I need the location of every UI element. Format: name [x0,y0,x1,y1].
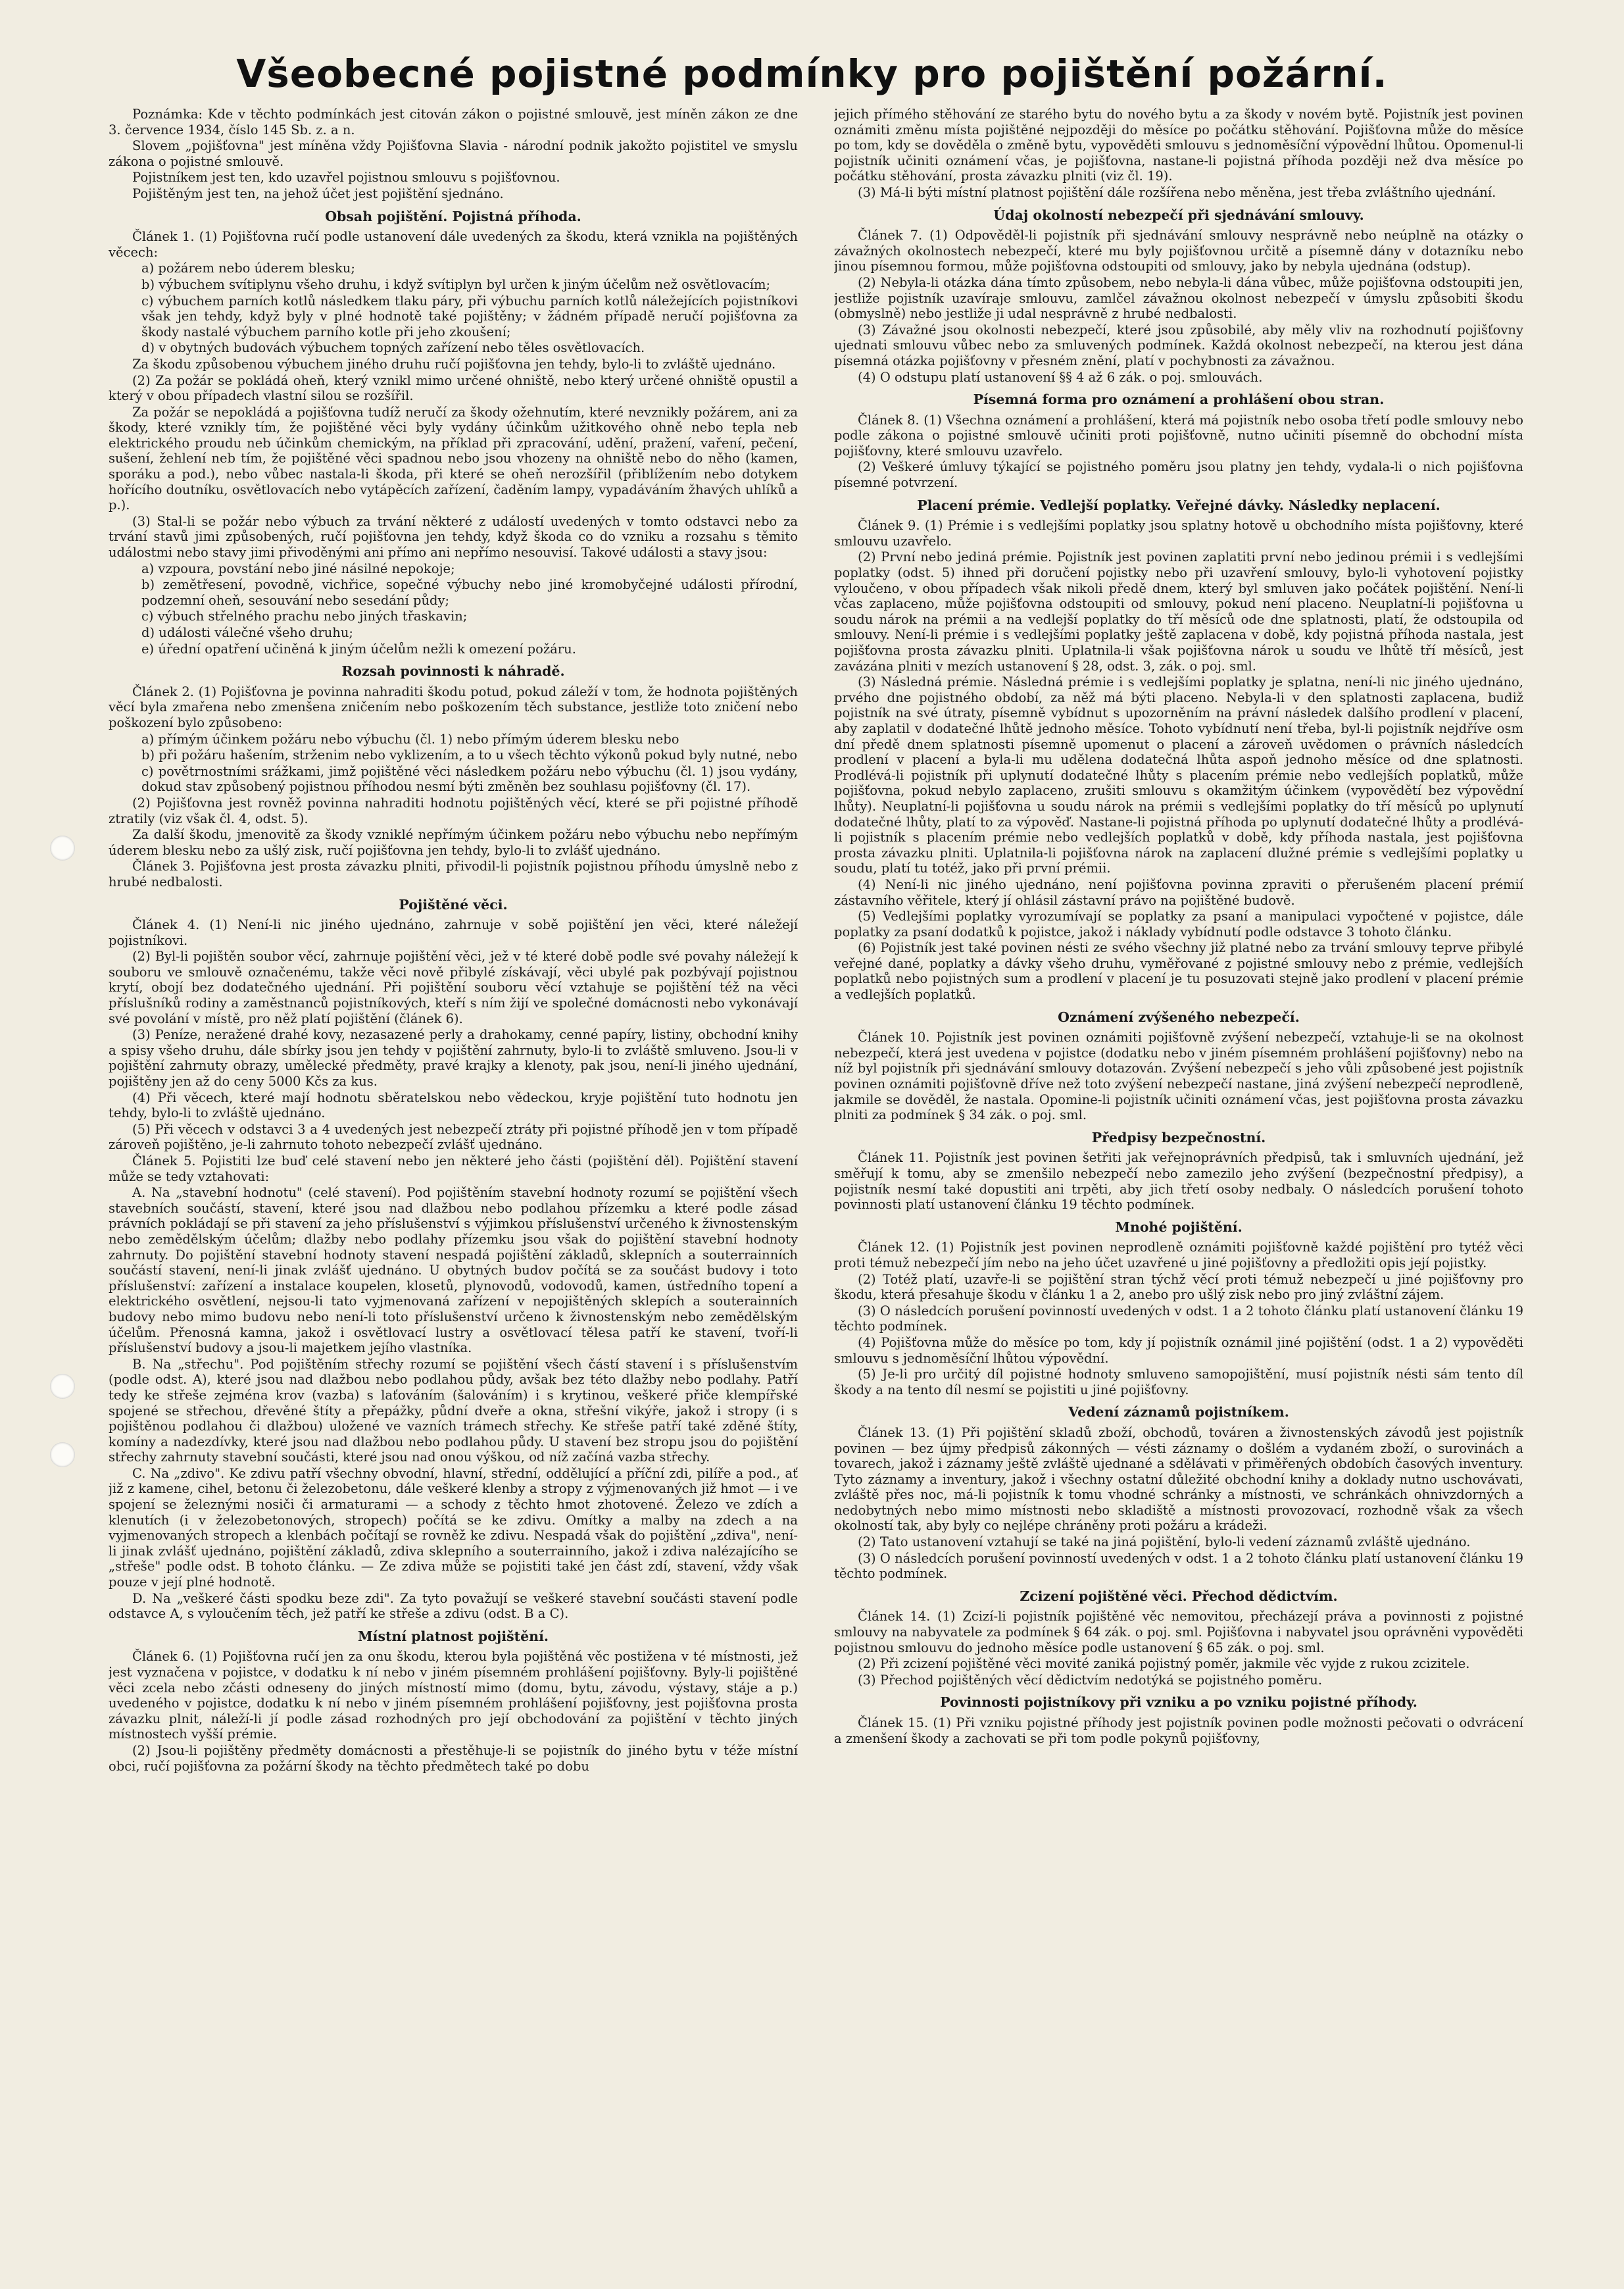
paragraph: (4) Při věcech, které mají hodnotu sběratelskou nebo vědeckou, kryje pojištění tuto hodnotu jen tehdy, bylo-li to zvláště ujednáno. [109,1090,798,1121]
list-item: a) vzpoura, povstání nebo jiné násilné nepokoje; [141,561,455,576]
paragraph: D. Na „veškeré části spodku beze zdi". Za tyto považují se veškeré stavební součásti stavení podle odstavce A, s vyloučením těch, jež patří ke střeše a zdivu (odst. B a C). [109,1590,798,1622]
paragraph: (2) Za požár se pokládá oheň, který vznikl mimo určené ohniště, nebo který určené ohniště opustil a který v obou případech vlastní silou se rozšířil. [109,372,798,404]
section-heading: Předpisy bezpečnostní. [1091,1129,1266,1145]
paragraph: (2) Tato ustanovení vztahují se také na jiná pojištění, bylo-li vedení záznamů zvláště ujednáno. [858,1534,1471,1550]
paragraph: Za další škodu, jmenovitě za škody vzniklé nepřímým účinkem požáru nebo výbuchu nebo nepřímým úderem blesku nebo za ušlý zisk, ručí pojišťovna jen tehdy, bylo-li to zvlášť ujednáno. [109,827,798,858]
paragraph: Článek 6. (1) Pojišťovna ručí jen za onu škodu, kterou byla pojištěná věc postižena v té místnosti, jež jest vyznačena v pojistce, v dodatku k ní nebo v jiném písemném prohlášení pojišťovny. Byly-li pojištěné věci zcela nebo zčásti odneseny do jiných místností mimo (domu, bytu, závodu, výstavy, stáje a p.) uvedeného v pojistce, dodatku k ní nebo v jiném písemném prohlášení pojišťovny, jest pojišťovna prosta závazku plnit, náleží-li jí podle zásad rozhodných pro její obchodování za pojištění v těchto jiných místnostech vyšší prémie. [109,1649,798,1742]
paragraph: (5) Vedlejšími poplatky vyrozumívají se poplatky za psaní a manipulaci vypočtené v pojistce, dále poplatky za psaní dodatků k pojistce, jakož i náklady vybídnutí podle odstavce 3 tohoto článku. [834,909,1523,940]
paragraph: jejich přímého stěhování ze starého bytu do nového bytu a za škody v novém bytě. Pojistník jest povinen oznámiti změnu místa pojištěné nejpozději do měsíce po počátku stěhování. Pojišťovna může do měsíce po tom, kdy se dověděla o změně bytu, vypověděti smlouvu s jednoměsíční výpovědní lhůtou. Opomenul-li pojistník učiniti oznámení včas, je pojišťovna, nastane-li pojistná příhoda později než dva měsíce po počátku stěhování, prosta závazku plniti (viz čl. 19). [834,107,1523,184]
paragraph: (3) Následná prémie. Následná prémie i s vedlejšími poplatky je splatna, není-li nic jiného ujednáno, prvého dne pojistného období, za něž má býti placeno. Nebyla-li v den splatnosti zaplacena, budiž pojistník na své útraty, písemně vybídnut s upozorněním na právní následek dalšího prodlení v placení, aby zaplatil v dodatečné lhůtě jednoho měsíce. Tohoto vybídnutí není třeba, byl-li pojistník nejdříve osm dní předě dnem splatnosti písemně upomenut o placení a zároveň uvědomen o právních následcích prodlení v placení a byla-li mu udělena dodatečná lhůta aspoň jednoho měsíce od dne splatnosti. Prodlévá-li pojistník při uplynutí dodatečné lhůty s placením prémie nebo vedlejších poplatků, může pojišťovna, pokud nebylo zaplaceno, zrušiti smlouvu s okamžitým účinkem (vypovědětí bez výpovědní lhůty). Neuplatní-li pojišťovna u soudu nárok na prémii s vedlejšími poplatky do tří měsíců po uplynutí dodatečné lhůty, platí to za výpověď. Nastane-li pojistná příhoda po uplynutí dodatečné lhůty a prodlévá-li pojistník s placením prémie nebo vedlejších poplatků v době, kdy příhoda nastala, jest pojišťovna prosta závazku plniti. Uplatnila-li pojišťovna nárok na zaplacení dlužné prémie s vedlejšími poplatky u soudu, platí tu totéž, jako při první prémii. [834,674,1523,876]
section-heading: Zcizení pojištěné věci. Přechod dědictvím. [1020,1588,1338,1604]
paragraph: Článek 4. (1) Není-li nic jiného ujednáno, zahrnuje v sobě pojištění jen věci, které náležejí pojistníkovi. [109,917,798,948]
paragraph: Pojištěným jest ten, na jehož účet jest pojištění sjednáno. [132,186,504,201]
page-title: Všeobecné pojistné podmínky pro pojištění požární. [236,51,1388,96]
list-item: b) zemětřesení, povodně, vichřice, sopečné výbuchy nebo jiné kromobyčejné události přírodní, podzemní oheň, sesouvání nebo sesedání půdy; [141,577,798,608]
paragraph: B. Na „střechu". Pod pojištěním střechy rozumí se pojištění všech částí stavení i s příslušenstvím (podle odst. A), které jsou nad dlažbou nebo podlahou půdy, avšak bez této dlažby nebo podlahy. Patří tedy ke střeše zejména krov (vazba) s laťováním (šalováním) i s krytinou, veškeré přiče klempířské spojené se střechou, dřevěné štíty a přepážky, půdní dveře a okna, střešní vikýře, jakož i stropy (i s pojištěnou podlahou či dlažbou) uložené ve vazních trámech střechy. Ke střeše patří také zděné štíty, komíny a nadezdívky, které jsou nad dlažbou nebo podlahou půdy. U stavení bez stropu jsou do pojištění střechy zahrnuty stavební součásti, které jsou nad onou výškou, od níž začíná vazba střechy. [109,1356,798,1465]
paragraph: (4) Není-li nic jiného ujednáno, není pojišťovna povinna zpraviti o přerušeném placení prémií zástavního věřitele, který jí ohlásil zástavní právo na pojištěné budově. [834,876,1523,908]
paragraph: Článek 14. (1) Zcizí-li pojistník pojištěné věc nemovitou, přecházejí práva a povinnosti z pojistné smlouvy na nabyvatele za podmínek § 64 zák. o poj. sml. Pojišťovna i nabyvatel jsou oprávněni vypověděti pojistnou smlouvu do jednoho měsíce podle ustanovení § 65 zák. o poj. sml. [834,1609,1523,1655]
paragraph: A. Na „stavební hodnotu" (celé stavení). Pod pojištěním stavební hodnoty rozumí se pojištění všech stavebních součástí, stavení, které jsou nad dlažbou nebo podlahou přízemku a které podle zásad právních pokládají se při stavení za jeho příslušenství s výjimkou příslušenství určeného k živnostenským nebo zemědělským účelům; dlažby nebo podlahy přízemku jsou však do pojištění stavební hodnoty zahrnuty. Do pojištění stavební hodnoty stavení nespadá pojištění základů, sklepních a souterrainních součástí stavení, není-li jinak zvlášť ujednáno. U obytných budov počítá se za součást budovy i toto příslušenství: zařízení a instalace koupelen, klosetů, plynovodů, vodovodů, kamen, ústředního topení a elektrického osvětlení, nejsou-li tato vyjmenovaná zařízení v nepojištěných sklepích a souterainních budovy nebo mimo budovu nebo není-li toto příslušenství určeno k živnostenským nebo zemědělským účelům. Přenosná kamna, jakož i osvětlovací lustry a osvětlovací tělesa patří ke stavení, tvoří-li příslušenství budovy a jsou-li majetkem jejího vlastníka. [109,1185,798,1356]
paragraph: (3) Stal-li se požár nebo výbuch za trvání některé z událostí uvedených v tomto odstavci nebo za trvání stavů jimi způsobených, ručí pojišťovna jen tehdy, když škoda co do vzniku a rozsahu s těmito událostmi nebo stavy jimi přivoděnými ani přímo ani nepřímo nesouvisí. Takové události a stavy jsou: [109,513,798,561]
paragraph: (2) Nebyla-li otázka dána tímto způsobem, nebo nebyla-li dána vůbec, může pojišťovna odstoupiti jen, jestliže pojistník uzavíraje smlouvu, zamlčel závažnou okolnost nebezpečí v úmyslu způsobiti škodu (obmyslně) nebo jestliže ji udal nesprávně z hrubé nedbalosti. [834,274,1523,322]
punch-hole [50,1442,75,1467]
paragraph: (2) Totéž platí, uzavře-li se pojištění stran týchž věcí proti témuž nebezpečí u jiné pojišťovny pro škodu, která přesahuje škodu v článku 1 a 2, anebo pro ušlý zisk nebo pro jiný zvláštní zájem. [834,1271,1523,1303]
paragraph: (2) První nebo jediná prémie. Pojistník jest povinen zaplatiti první nebo jedinou prémii i s vedlejšími poplatky (odst. 5) ihned při doručení pojistky nebo při uzavření smlouvy, bylo-li vyhotovení pojistky vyloučeno, v obou případech však nikoli předě dnem, který byl smluven jako počátek pojištění. Není-li včas zaplaceno, může pojišťovna odstoupiti od smlouvy, pokud není placeno. Neuplatní-li pojišťovna u soudu nárok na prémii a na vedlejší poplatky do tří měsíců ode dne splatnosti, platí, že odstoupila od smlouvy. Není-li prémie i s vedlejšími poplatky ještě zaplacena v době, kdy pojistná příhoda nastala, jest pojišťovna prosta závazku plniti. Uplatnila-li však pojišťovna nárok u soudu ve lhůtě tří měsíců, jest zavázána plniti v mezích ustanovení § 28, odst. 3, zák. o poj. sml. [834,549,1523,674]
paragraph: Článek 13. (1) Při pojištění skladů zboží, obchodů, továren a živnostenských závodů jest pojistník povinen — bez újmy předpisů zákonných — vésti záznamy o došlém a vydaném zboží, o surovinách a tovarech, jakož i záznamy ještě zvláště ujednané a sdělávati v přiměřených obdobích časových inventury. Tyto záznamy a inventury, jakož i všechny ostatní důležité obchodní knihy a doklady nutno uschovávati, zvláště přes noc, má-li pojistník k tomu vhodné schránky a místnosti, ve schránkách ohnivzdorných a nedobytných nebo mimo místnosti nebo skladiště a místnosti provozovací, rozhodně však za všech okolností tak, aby byly co nejlépe chráněny proti požáru a krádeži. [834,1424,1523,1534]
paragraph: Slovem „pojišťovna" jest míněna vždy Pojišťovna Slavia - národní podnik jakožto pojistitel ve smyslu zákona o pojistné smlouvě. [109,138,798,169]
paragraph: Článek 9. (1) Prémie i s vedlejšími poplatky jsou splatny hotově u obchodního místa pojišťovny, které smlouvu uzavřelo. [834,518,1523,549]
paragraph: (3) Má-li býti místní platnost pojištění dále rozšířena nebo měněna, jest třeba zvláštního ujednání. [858,184,1496,200]
section-heading: Placení prémie. Vedlejší poplatky. Veřejné dávky. Následky neplacení. [917,497,1440,513]
paragraph: Článek 12. (1) Pojistník jest povinen neprodleně oznámiti pojišťovně každé pojištění pro tytéž věci proti témuž nebezpečí jím nebo na jeho účet uzavřené u jiné pojišťovny a předložiti opis její pojistky. [834,1240,1523,1270]
punch-hole [50,1374,75,1399]
paragraph: Článek 8. (1) Všechna oznámení a prohlášení, která má pojistník nebo osoba třetí podle smlouvy nebo podle zákona o pojistné smlouvě učiniti proti pojišťovně, nutno učiniti písemně do obchodní místa pojišťovny, které smlouvu uzavřelo. [834,412,1523,459]
paragraph: Článek 1. (1) Pojišťovna ručí podle ustanovení dále uvedených za škodu, která vznikla na pojištěných věcech: [109,229,798,260]
section-heading: Mnohé pojištění. [1115,1219,1243,1235]
paragraph: (2) Při zcizení pojištěné věci movité zaniká pojistný poměr, jakmile věc vyjde z rukou zcizitele. [858,1656,1470,1672]
paragraph: (5) Je-li pro určitý díl pojistné hodnoty smluveno samopojištění, musí pojistník nésti sám tento díl škody a na tento díl nesmí se pojistiti u jiné pojišťovny. [834,1367,1523,1397]
punch-hole [50,836,75,861]
paragraph: (3) O následcích porušení povinností uvedených v odst. 1 a 2 tohoto článku platí ustanovení článku 19 těchto podmínek. [834,1550,1523,1582]
list-item: a) požárem nebo úderem blesku; [141,261,355,276]
section-heading: Údaj okolností nebezpečí při sjednávání smlouvy. [993,207,1364,223]
paragraph: (2) Pojišťovna jest rovněž povinna nahraditi hodnotu pojištěných věcí, které se při pojistné příhodě ztratily (viz však čl. 4, odst. 5). [109,795,798,826]
paragraph: (2) Jsou-li pojištěny předměty domácnosti a přestěhuje-li se pojistník do jiného bytu v téže místní obci, ručí pojišťovna za požární škody na těchto předmětech také po dobu [109,1742,798,1774]
list-item: c) výbuchem parních kotlů následkem tlaku páry, při výbuchu parních kotlů náležejících pojistníkovi však jen tehdy, když byly v plné hodnotě také pojištěny; v žádném případě neručí pojišťovna za škody nastalé výbuchem parního kotle při jeho zkoušení; [141,293,798,340]
paragraph: (2) Veškeré úmluvy týkající se pojistného poměru jsou platny jen tehdy, vydala-li o nich pojišťovna písemné potvrzení. [834,459,1523,491]
list-item: b) při požáru hašením, strženim nebo vyklizením, a to u všech těchto výkonů pokud byly nutné, nebo [141,747,798,763]
list-item: c) povětrnostními srážkami, jimž pojištěné věci následkem požáru nebo výbuchu (čl. 1) jsou vydány, dokud stav způsobený pojistnou příhodou nesmí býti změněn bez souhlasu pojišťovny (čl. 17). [141,763,798,795]
list-item: d) v obytných budovách výbuchem topných zařízení nebo těles osvětlovacích. [141,340,645,356]
paragraph: (3) O následcích porušení povinností uvedených v odst. 1 a 2 tohoto článku platí ustanovení článku 19 těchto podmínek. [834,1303,1523,1334]
section-heading: Povinnosti pojistníkovy při vzniku a po vzniku pojistné příhody. [940,1694,1417,1711]
paragraph: (4) Pojišťovna může do měsíce po tom, kdy jí pojistník oznámil jiné pojištění (odst. 1 a 2) vypověděti smlouvu s jednoměsíční lhůtou výpovědní. [834,1334,1523,1366]
paragraph: Za škodu způsobenou výbuchem jiného druhu ručí pojišťovna jen tehdy, bylo-li to zvláště ujednáno. [132,356,776,372]
paragraph: Článek 7. (1) Odpověděl-li pojistník při sjednávání smlouvy nesprávně nebo neúplně na otázky o závažných okolnostech nebezpečí, které mu byly pojišťovnou určitě a písemně dány v dotazníku nebo jinou písemnou formou, může pojišťovna odstoupiti od smlouvy, jako by nebyla ujednána (odstup). [834,228,1523,274]
paragraph: Článek 5. Pojistiti lze buď celé stavení nebo jen některé jeho části (pojištění děl). Pojištění stavení může se tedy vztahovati: [109,1153,798,1184]
paragraph: (3) Peníze, neražené drahé kovy, nezasazené perly a drahokamy, cenné papíry, listiny, obchodní knihy a spisy všeho druhu, dále sbírky jsou jen tehdy v pojištění zahrnuty, bylo-li to zvláště smluveno. Jsou-li v pojištění zahrnuty obrazy, umělecké předměty, pravé krajky a klenoty, pak jsou, není-li jiného ujednání, pojištěny jen až do ceny 5000 Kčs za kus. [109,1027,798,1090]
list-item: a) přímým účinkem požáru nebo výbuchu (čl. 1) nebo přímým úderem blesku nebo [141,731,679,747]
paragraph: (2) Byl-li pojištěn soubor věcí, zahrnuje pojištění věci, jež v té které době podle své povahy náležejí k souboru ve smlouvě označenému, takže věci nově přibylé získávají, věci ubylé pak pozbývají pojistnou krytí, obojí bez dodatečného ujednání. Při pojištění souboru věcí vztahuje se pojištění též na věci příslušníků rodiny a zaměstnanců pojistníkových, kteří s ním žijí ve společné domácnosti nebo vykonávají své povolání v místě, pro něž platí pojištění (článek 6). [109,949,798,1026]
left-column [109,107,798,2271]
paragraph: (6) Pojistník jest také povinen nésti ze svého všechny již platné nebo za trvání smlouvy teprve přibylé veřejné dané, poplatky a dávky všeho druhu, vyměřované z pojistné smlouvy nebo z prémie, vedlejších poplatků nebo pojistných sum a prodlení v placení je tu posuzovati stejně jako prodlení v placení prémie a vedlejších poplatků. [834,940,1523,1003]
paragraph: (3) Přechod pojištěných věcí dědictvím nedotýká se pojistného poměru. [858,1672,1323,1688]
paragraph: Článek 15. (1) Při vzniku pojistné příhody jest pojistník povinen podle možnosti pečovati o odvrácení a zmenšení škody a zachovati se při tom podle pokynů pojišťovny, [834,1715,1523,1746]
paragraph: Článek 11. Pojistník jest povinen šetřiti jak veřejnoprávních předpisů, tak i smluvních ujednání, jež směřují k tomu, aby se zmenšilo nebezpečí nebo zamezilo jeho zvýšení (bezpečnostní předpisy), a pojistník nesmí také dopustiti ani trpěti, aby jich třetí osoby nedbaly. O následcích porušení tohoto povinnosti platí ustanovení článku 19 těchto podmínek. [834,1150,1523,1213]
paragraph: Poznámka: Kde v těchto podmínkách jest citován zákon o pojistné smlouvě, jest míněn zákon ze dne 3. července 1934, číslo 145 Sb. z. a n. [109,107,798,138]
section-heading: Obsah pojištění. Pojistná příhoda. [325,208,581,224]
paragraph: Článek 3. Pojišťovna jest prosta závazku plniti, přivodil-li pojistník pojistnou příhodu úmyslně nebo z hrubé nedbalosti. [109,859,798,890]
paragraph: (5) Při věcech v odstavci 3 a 4 uvedených jest nebezpečí ztráty při pojistné příhodě jen v tom případě zároveň pojištěno, je-li zahrnuto tohoto nebezpečí zvlášť ujednáno. [109,1121,798,1153]
list-item: b) výbuchem svítiplynu všeho druhu, i když svítiplyn byl určen k jiným účelům než osvětlovacím; [141,276,771,292]
list-item: d) události válečné všeho druhu; [141,625,353,640]
list-item: c) výbuch střelného prachu nebo jiných třaskavin; [141,609,468,624]
paragraph: (4) O odstupu platí ustanovení §§ 4 až 6 zák. o poj. smlouvách. [858,369,1263,385]
paragraph: Článek 10. Pojistník jest povinen oznámiti pojišťovně zvýšení nebezpečí, vztahuje-li se na okolnost nebezpečí, která jest uvedena v pojistce (dodatku nebo v jiném písemném prohlášení pojišťovny) nebo na níž byl pojistník při sjednávání smlouvy dotazován. Zvýšení nebezpečí s jeho vůli způsobené jest pojistník povinen oznámiti pojišťovně dříve než toto zvýšení nebezpečí nastane, jiná zvýšení nebezpečí neprodleně, jakmile se dověděl, že nastala. Opomine-li pojistník učiniti oznámení včas, jest pojišťovna prosta závazku plniti za podmínek § 34 zák. o poj. sml. [834,1030,1523,1123]
paragraph: (3) Závažné jsou okolnosti nebezpečí, které jsou způsobilé, aby měly vliv na rozhodnutí pojišťovny ujednati smlouvu vůbec nebo za smluvených podmínek. Každá okolnost nebezpečí, na kterou jest dána písemná otázka pojišťovny v přesném znění, platí v pochybnosti za závažnou. [834,322,1523,368]
section-heading: Oznámení zvýšeného nebezpečí. [1058,1009,1300,1025]
section-heading: Vedení záznamů pojistníkem. [1068,1404,1289,1421]
section-heading: Rozsah povinnosti k náhradě. [341,663,565,680]
paragraph: C. Na „zdivo". Ke zdivu patří všechny obvodní, hlavní, střední, oddělující a příční zdi, pilíře a pod., ať již z kamene, cihel, betonu či železobetonu, dále veškeré klenby a stropy z výjmenovaných již hmot — i ve spojení se železnými nosiči či armaturami — a schody z těchto hmot zhotovené. Železo ve zdích a klenutích (i v železobetonových, stropech) počítá se ke zdivu. Omítky a malby na zdech a na vyjmenovaných stropech a klenbách počítají se rovněž ke zdivu. Nespadá však do pojištění „zdiva", není-li jinak zvlášť ujednáno, pojištění základů, zdiva sklepního a souterrainního, jakož i zdiva nalézajícího se „střeše" podle odst. B tohoto článku. — Ze zdiva může se pojistiti také jen část zdí, stavení, vždy však pouze v její plné hodnotě. [109,1465,798,1590]
paragraph: Pojistníkem jest ten, kdo uzavřel pojistnou smlouvu s pojišťovnou. [132,170,560,186]
list-item: e) úřední opatření učiněná k jiným účelům nežli k omezení požáru. [141,641,576,657]
paragraph: Článek 2. (1) Pojišťovna je povinna nahraditi škodu potud, pokud záleží v tom, že hodnota pojištěných věcí byla zmařena nebo zmenšena zničením nebo poškozením těch substance, jestliže toto zničení nebo poškození bylo způsobeno: [109,684,798,730]
section-heading: Pojištěné věci. [399,896,508,913]
section-heading: Místní platnost pojištění. [357,1628,549,1644]
section-heading: Písemná forma pro oznámení a prohlášení obou stran. [973,391,1385,408]
paragraph: Za požár se nepokládá a pojišťovna tudíž neručí za škody ožehnutím, které nevznikly požárem, ani za škody, které vznikly tím, že pojištěné věci byly vydány účinkům užitkového ohně nebo tepla neb elektrického proudu neb účinkům chemickým, na příklad při zpracování, udění, pražení, vaření, pečení, sušení, žehlení neb tím, že pojištěné věci spadnou nebo jsou vhozeny na ohniště nebo do něho (kamen, sporáku a pod.), nebo vůbec nastala-li škoda, při které se oheň nerozšířil (přiblížením nebo dotykem hořícího doutníku, osvětlovacích nebo vytápěcích zařízení, čaděním lampy, vypadáváním žhavých uhlíků a p.). [109,404,798,513]
right-column [834,107,1523,2271]
